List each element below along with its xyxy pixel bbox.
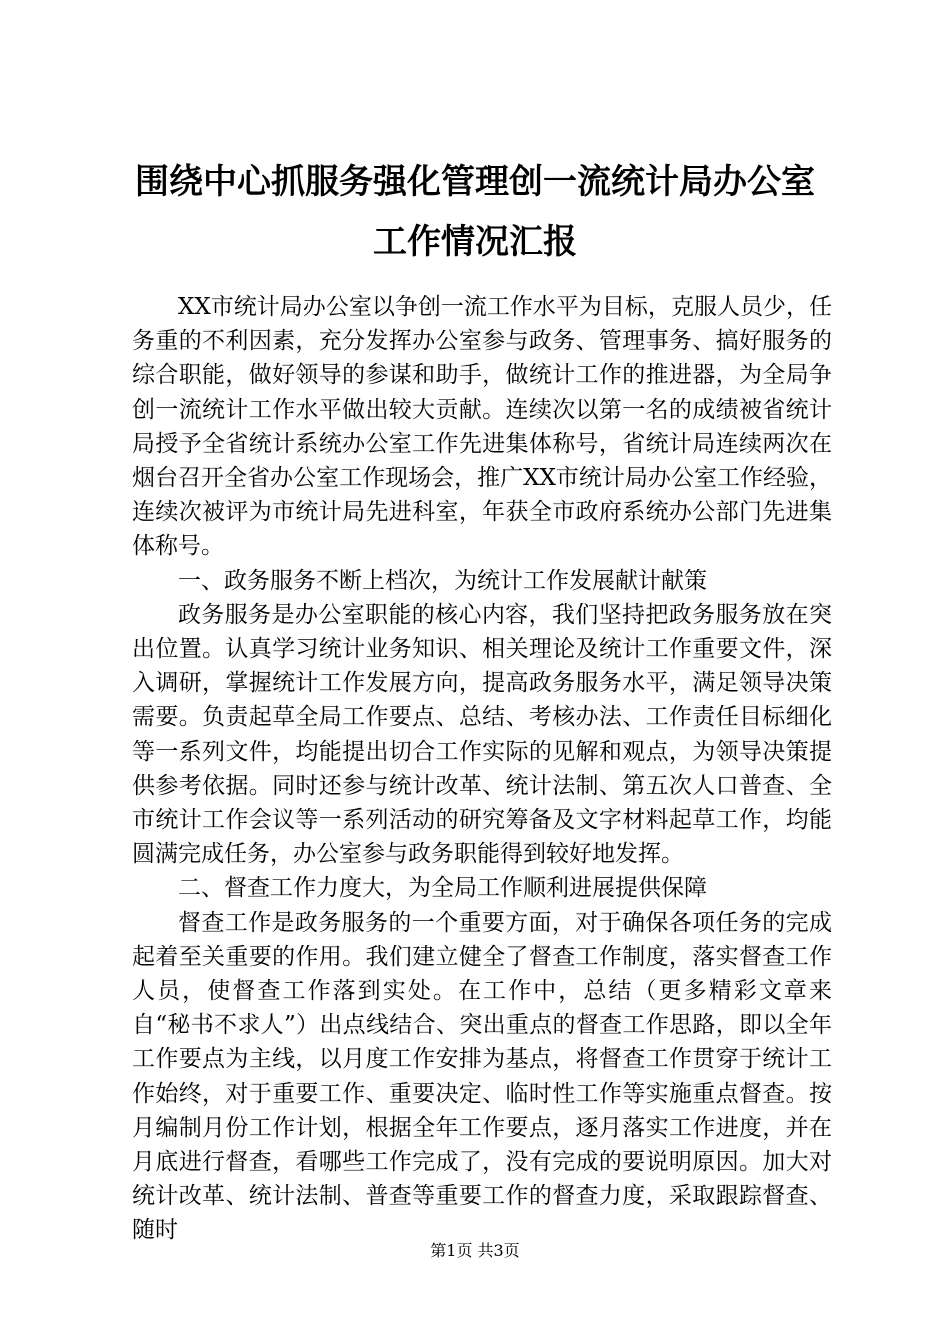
intro-paragraph: XX市统计局办公室以争创一流工作水平为目标，克服人员少，任务重的不利因素，充分发挥办公室参与政务、管理事务、搞好服务的综合职能，做好领导的参谋和助手，做统计工作的推进器，为全局争创一流统计工作水平做出较大贡献。连续次以第一名的成绩被省统计局授予全省统计系统办公室工作先进集体称号，省统计局连续两次在烟台召开全省办公室工作现场会，推广XX市统计局办公室工作经验，连续次被评为市统计局先进科室，年获全市政府系统办公部门先进集体称号。 [132, 294, 832, 560]
section-heading-2: 二、督查工作力度大，为全局工作顺利进展提供保障 [178, 875, 707, 902]
page-number-footer: 第1页 共3页 [430, 1241, 520, 1260]
document-title-line-2: 工作情况汇报 [373, 222, 577, 262]
section-heading-1: 一、政务服务不断上档次，为统计工作发展献计献策 [178, 567, 707, 594]
document-body [132, 290, 832, 1248]
document-title-line-1: 围绕中心抓服务强化管理创一流统计局办公室 [135, 162, 815, 202]
section-paragraph-2: 督查工作是政务服务的一个重要方面，对于确保各项任务的完成起着至关重要的作用。我们建立健全了督查工作制度，落实督查工作人员，使督查工作落到实处。在工作中，总结（更多精彩文章来自“秘书不求人”）出点线结合、突出重点的督查工作思路，即以全年工作要点为主线，以月度工作安排为基点，将督查工作贯穿于统计工作始终，对于重要工作、重要决定、临时性工作等实施重点督查。按月编制月份工作计划，根据全年工作要点，逐月落实工作进度，并在月底进行督查，看哪些工作完成了，没有完成的要说明原因。加大对统计改革、统计法制、普查等重要工作的督查力度，采取跟踪督查、随时 [132, 909, 832, 1244]
section-paragraph-1: 政务服务是办公室职能的核心内容，我们坚持把政务服务放在突出位置。认真学习统计业务知识、相关理论及统计工作重要文件，深入调研，掌握统计工作发展方向，提高政务服务水平，满足领导决策需要。负责起草全局工作要点、总结、考核办法、工作责任目标细化等一系列文件，均能提出切合工作实际的见解和观点，为领导决策提供参考依据。同时还参与统计改革、统计法制、第五次人口普查、全市统计工作会议等一系列活动的研究筹备及文字材料起草工作，均能圆满完成任务，办公室参与政务职能得到较好地发挥。 [132, 601, 832, 868]
